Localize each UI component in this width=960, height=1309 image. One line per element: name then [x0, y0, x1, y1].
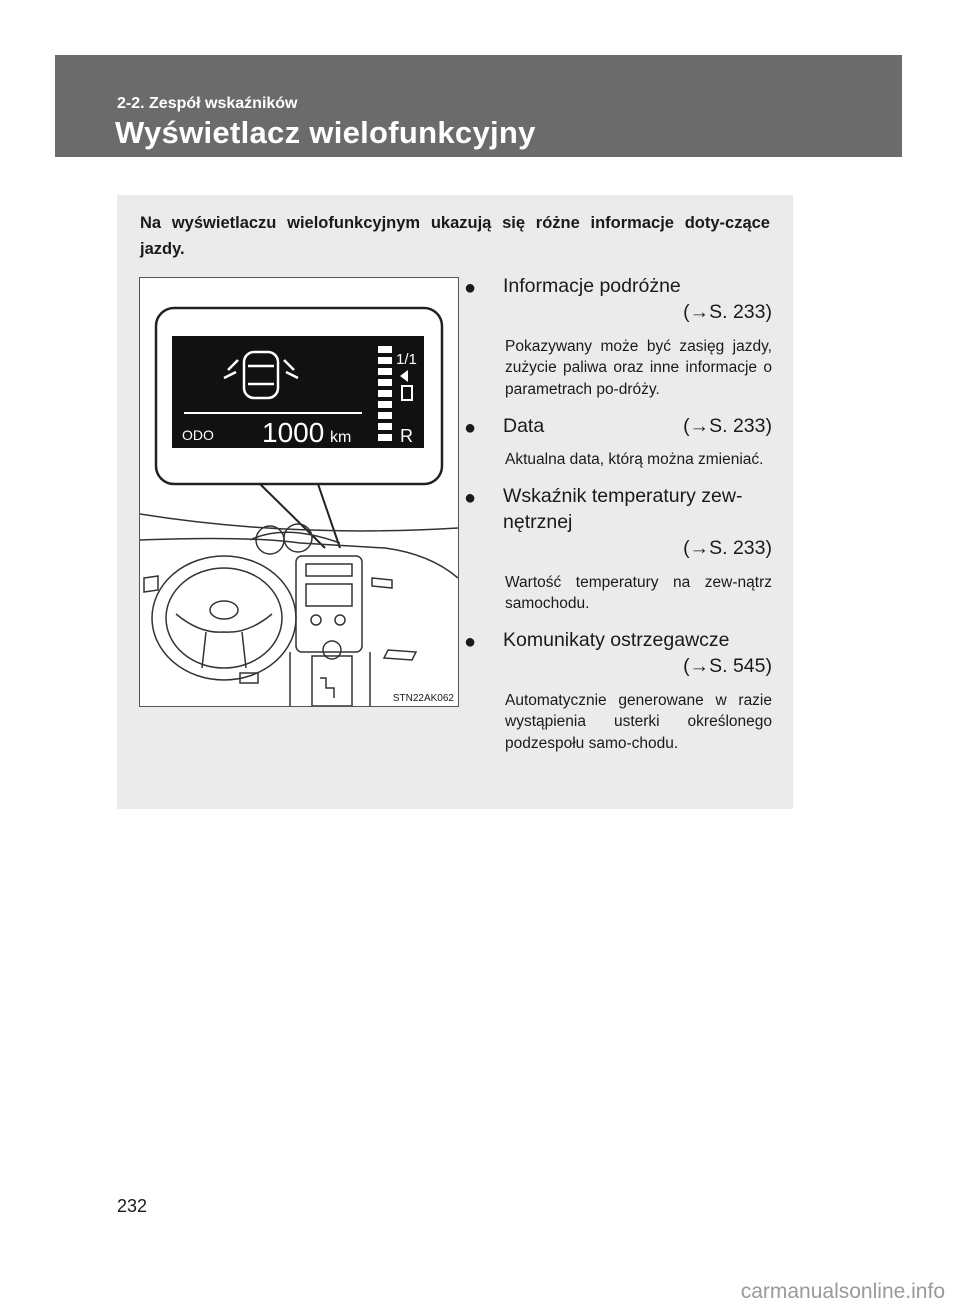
page-reference: (→S. 545): [683, 655, 772, 678]
display-odo-value: 1000: [262, 417, 325, 448]
list-item-trip-info: [462, 273, 772, 401]
chapter-header: [55, 55, 902, 157]
item-title: Informacje podróżne: [503, 275, 681, 297]
display-unit: km: [330, 429, 352, 446]
page-reference: (→S. 233): [683, 537, 772, 560]
display-fraction: 1/1: [396, 351, 417, 368]
dashboard-sketch: [140, 514, 458, 706]
page-reference: (→S. 233): [683, 414, 772, 437]
item-title: Komunikaty ostrzegawcze: [503, 629, 730, 651]
item-description: Automatycznie generowane w razie wystąpienia usterki określonego podzespołu samo-chodu.: [505, 691, 772, 752]
bullet-icon: ●: [464, 277, 477, 299]
item-description: Aktualna data, którą można zmieniać.: [505, 451, 764, 468]
list-item-date: [462, 413, 772, 471]
item-description: Pokazywany może być zasięg jazdy, zużycie paliwa oraz inne informacje o parametrach po-dróży.: [505, 337, 772, 398]
dashboard-drawing: [140, 278, 458, 706]
display-gear: R: [400, 426, 413, 446]
list-item-outside-temp: [462, 483, 772, 615]
bullet-icon: ●: [464, 631, 477, 653]
item-title: Data: [503, 414, 545, 437]
display-odo-label: ODO: [182, 427, 214, 443]
bullet-icon: ●: [464, 486, 477, 509]
item-description: Wartość temperatury na zew-nątrz samochodu.: [505, 573, 772, 613]
list-item-warnings: [462, 627, 772, 755]
fuel-bar-meter: [378, 346, 392, 441]
info-list: [462, 273, 772, 767]
bullet-icon: ●: [464, 416, 477, 439]
page-number: 232: [117, 1196, 148, 1216]
page-title: Wyświetlacz wielofunkcyjny: [115, 115, 536, 150]
section-label: 2-2. Zespół wskaźników: [117, 95, 298, 112]
dashboard-illustration: [139, 277, 459, 707]
figure-code: STN22AK062: [392, 693, 454, 704]
content-panel: [117, 195, 793, 809]
watermark: carmanualsonline.info: [740, 1280, 945, 1303]
intro-text: Na wyświetlaczu wielofunkcyjnym ukazują się różne informacje doty-czące jazdy.: [140, 214, 770, 259]
item-title: Wskaźnik temperatury zew-nętrznej: [503, 484, 743, 533]
page-reference: (→S. 233): [683, 301, 772, 324]
